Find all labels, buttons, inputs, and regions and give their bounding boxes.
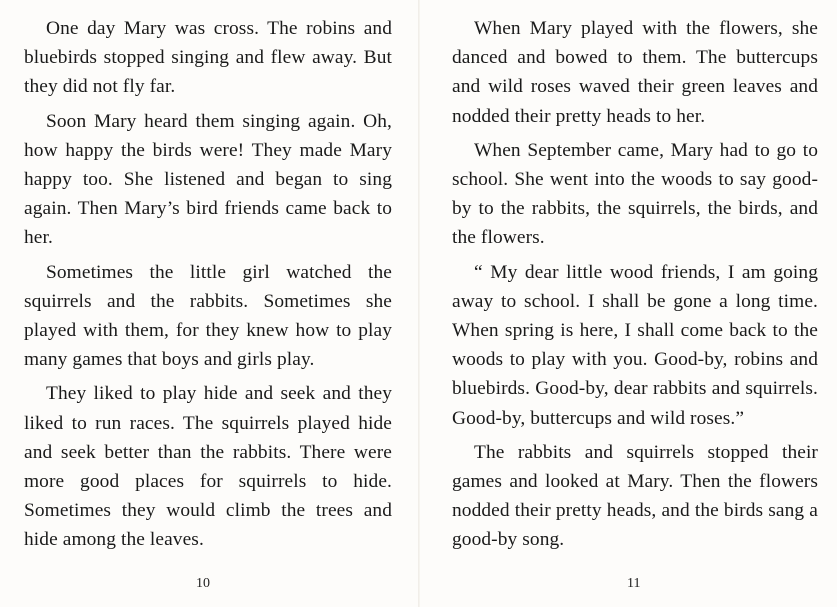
paragraph: They liked to play hide and seek and they liked to run races. The squirrels played hide and seek better than the rabbits. There were more good places for squirrels to hide. Sometimes they would climb the trees and hide among the leaves.: [24, 383, 392, 551]
book-gutter: [418, 0, 420, 607]
left-page: [24, 14, 392, 560]
paragraph: “ My dear little wood friends, I am going away to school. I shall be gone a long time. When spring is here, I shall come back to the woods to play with you. Good-by, robins and bluebirds. Good-by, dear rabbits and squirrels. Good-by, buttercups and wild roses.”: [452, 261, 818, 429]
paragraph: When Mary played with the flowers, she danced and bowed to them. The buttercups and wild roses waved their green leaves and nodded their pretty heads to her.: [452, 18, 818, 127]
paragraph: Soon Mary heard them singing again. Oh, how happy the birds were! They made Mary happy too. She listened and began to sing again. Then Mary’s bird friends came back to her.: [24, 110, 392, 249]
paragraph: Sometimes the little girl watched the squirrels and the rabbits. Sometimes she played with them, for they knew how to play many games that boys and girls play.: [24, 261, 392, 371]
paragraph: One day Mary was cross. The robins and bluebirds stopped singing and flew away. But they did not fly far.: [24, 18, 392, 98]
paragraph: The rabbits and squirrels stopped their games and looked at Mary. Then the flowers nodded their pretty heads, and the birds sang a good-by song.: [452, 441, 818, 551]
page-number: 11: [627, 576, 641, 591]
paragraph: When September came, Mary had to go to school. She went into the woods to say good-by to the rabbits, the squirrels, the birds, and the flowers.: [452, 139, 818, 249]
right-page: [452, 14, 818, 560]
page-number: 10: [196, 576, 210, 591]
